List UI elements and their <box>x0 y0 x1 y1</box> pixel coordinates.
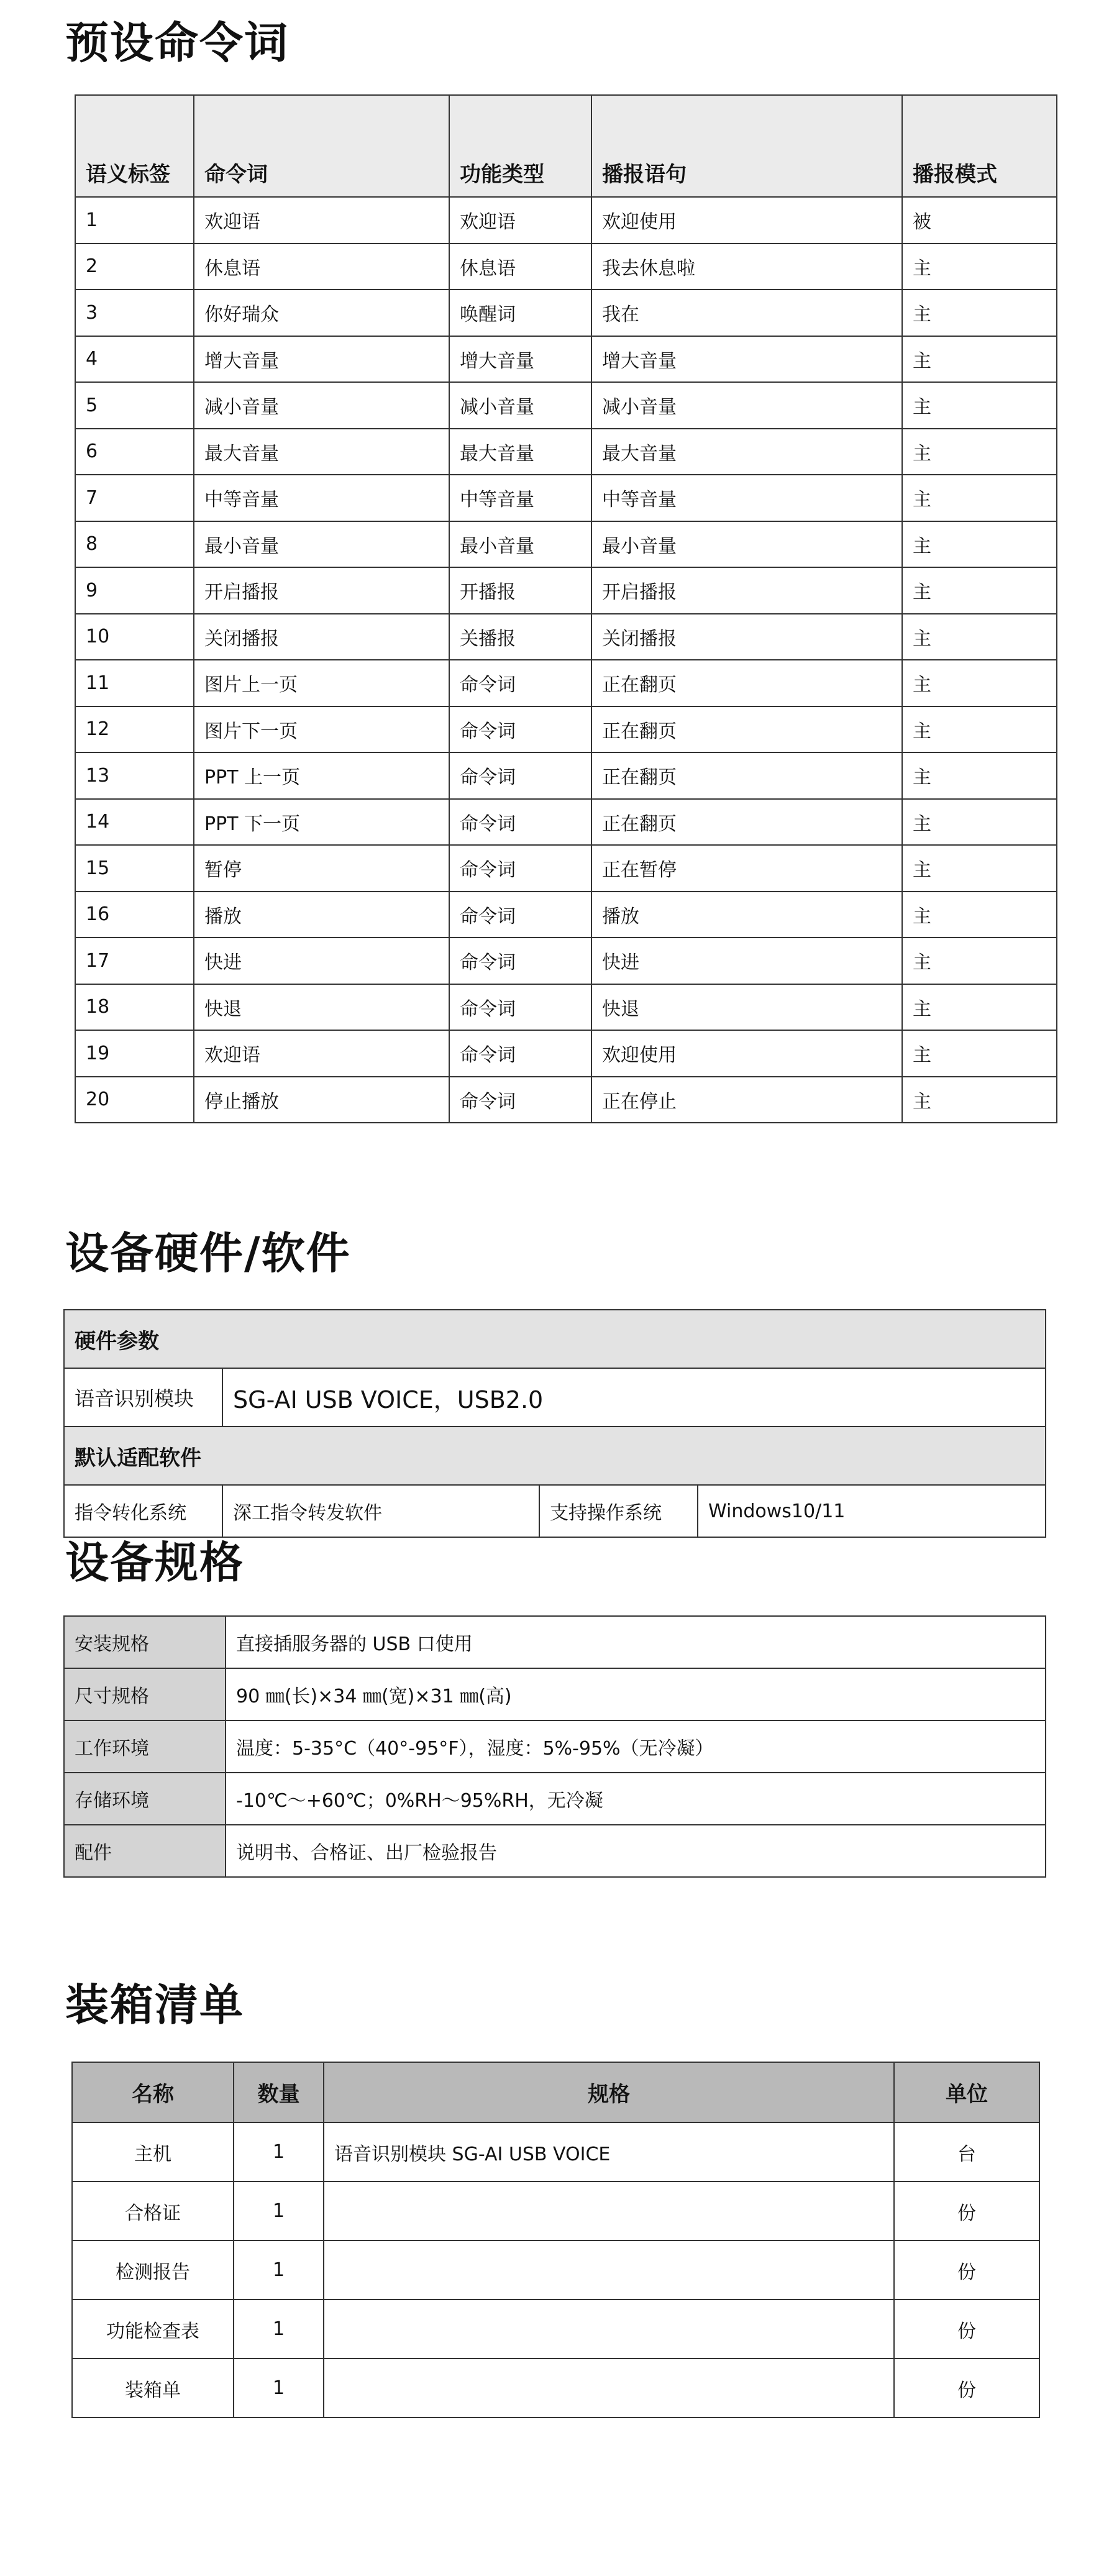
cell-label-id: 5 <box>75 382 194 429</box>
cell-label-id: 3 <box>75 290 194 336</box>
table-row <box>75 336 1057 383</box>
cell-label-id: 18 <box>75 984 194 1031</box>
cell-announcement: 快进 <box>591 938 902 984</box>
table-row <box>75 938 1057 984</box>
hardware-software-table <box>63 1309 1046 1538</box>
cell-mode: 主 <box>902 845 1057 892</box>
spec-value: 90 ㎜(长)×34 ㎜(宽)×31 ㎜(高) <box>226 1668 1046 1720</box>
cell-function-type: 最大音量 <box>449 429 591 475</box>
os-label: 支持操作系统 <box>539 1485 698 1537</box>
cell-command: PPT 下一页 <box>194 799 449 846</box>
table-row <box>64 1825 1046 1877</box>
cell-function-type: 命令词 <box>449 752 591 799</box>
cell-item-name: 主机 <box>72 2122 234 2181</box>
cell-function-type: 休息语 <box>449 244 591 290</box>
cell-mode: 主 <box>902 892 1057 938</box>
spec-value: 说明书、合格证、出厂检验报告 <box>226 1825 1046 1877</box>
cell-function-type: 命令词 <box>449 799 591 846</box>
cell-mode: 主 <box>902 1030 1057 1077</box>
cell-mode: 主 <box>902 244 1057 290</box>
cell-announcement: 快退 <box>591 984 902 1031</box>
table-row <box>75 1077 1057 1123</box>
spec-label: 尺寸规格 <box>64 1668 226 1720</box>
cell-command: 欢迎语 <box>194 1030 449 1077</box>
cell-command: 中等音量 <box>194 475 449 521</box>
packing-list-table <box>71 2062 1040 2418</box>
cell-announcement: 开启播报 <box>591 567 902 614</box>
table-row <box>75 614 1057 660</box>
cell-label-id: 2 <box>75 244 194 290</box>
column-header: 单位 <box>894 2062 1039 2122</box>
column-header: 数量 <box>234 2062 324 2122</box>
cell-unit: 份 <box>894 2300 1039 2359</box>
device-spec-title: 设备规格 <box>65 1537 244 1588</box>
cell-mode: 主 <box>902 475 1057 521</box>
cell-command: 休息语 <box>194 244 449 290</box>
conversion-system-label: 指令转化系统 <box>64 1485 222 1537</box>
cell-spec <box>324 2181 894 2240</box>
table-row <box>72 2181 1039 2240</box>
spec-label: 安装规格 <box>64 1616 226 1668</box>
cell-mode: 主 <box>902 521 1057 568</box>
spec-label: 配件 <box>64 1825 226 1877</box>
spec-value: 温度：5-35°C（40°-95°F），湿度：5%-95%（无冷凝） <box>226 1720 1046 1773</box>
cell-announcement: 增大音量 <box>591 336 902 383</box>
cell-label-id: 7 <box>75 475 194 521</box>
cell-label-id: 17 <box>75 938 194 984</box>
preset-commands-title: 预设命令词 <box>65 17 289 68</box>
table-row <box>75 567 1057 614</box>
cell-function-type: 开播报 <box>449 567 591 614</box>
conversion-system-value: 深工指令转发软件 <box>222 1485 539 1537</box>
spec-value: -10℃～+60℃；0%RH～95%RH，无冷凝 <box>226 1773 1046 1825</box>
cell-command: 你好瑞众 <box>194 290 449 336</box>
cell-command: PPT 上一页 <box>194 752 449 799</box>
cell-function-type: 欢迎语 <box>449 197 591 244</box>
cell-function-type: 命令词 <box>449 938 591 984</box>
table-row <box>75 197 1057 244</box>
column-header: 功能类型 <box>449 95 591 197</box>
cell-function-type: 命令词 <box>449 984 591 1031</box>
table-row <box>72 2122 1039 2181</box>
table-row <box>75 984 1057 1031</box>
cell-command: 图片上一页 <box>194 660 449 706</box>
cell-mode: 主 <box>902 984 1057 1031</box>
cell-function-type: 命令词 <box>449 660 591 706</box>
cell-command: 最大音量 <box>194 429 449 475</box>
cell-announcement: 最大音量 <box>591 429 902 475</box>
cell-command: 欢迎语 <box>194 197 449 244</box>
column-header: 播报语句 <box>591 95 902 197</box>
cell-mode: 主 <box>902 429 1057 475</box>
cell-item-name: 检测报告 <box>72 2240 234 2300</box>
cell-function-type: 最小音量 <box>449 521 591 568</box>
spec-label: 存储环境 <box>64 1773 226 1825</box>
cell-mode: 主 <box>902 614 1057 660</box>
cell-function-type: 关播报 <box>449 614 591 660</box>
cell-function-type: 增大音量 <box>449 336 591 383</box>
cell-command: 快退 <box>194 984 449 1031</box>
cell-function-type: 命令词 <box>449 892 591 938</box>
table-row <box>75 845 1057 892</box>
cell-mode: 主 <box>902 382 1057 429</box>
cell-mode: 主 <box>902 706 1057 753</box>
table-row <box>75 475 1057 521</box>
table-row <box>64 1720 1046 1773</box>
cell-announcement: 关闭播报 <box>591 614 902 660</box>
cell-mode: 主 <box>902 660 1057 706</box>
cell-announcement: 最小音量 <box>591 521 902 568</box>
cell-announcement: 我在 <box>591 290 902 336</box>
device-spec-table <box>63 1615 1046 1878</box>
table-row <box>64 1773 1046 1825</box>
cell-spec <box>324 2300 894 2359</box>
cell-spec: 语音识别模块 SG-AI USB VOICE <box>324 2122 894 2181</box>
cell-command: 开启播报 <box>194 567 449 614</box>
column-header: 播报模式 <box>902 95 1057 197</box>
cell-function-type: 命令词 <box>449 1077 591 1123</box>
cell-command: 播放 <box>194 892 449 938</box>
table-row <box>75 660 1057 706</box>
cell-announcement: 减小音量 <box>591 382 902 429</box>
cell-label-id: 16 <box>75 892 194 938</box>
cell-quantity: 1 <box>234 2300 324 2359</box>
cell-label-id: 13 <box>75 752 194 799</box>
table-header-row <box>75 95 1057 197</box>
cell-mode: 主 <box>902 752 1057 799</box>
cell-label-id: 10 <box>75 614 194 660</box>
table-row <box>75 706 1057 753</box>
cell-quantity: 1 <box>234 2359 324 2418</box>
cell-announcement: 正在暂停 <box>591 845 902 892</box>
cell-command: 关闭播报 <box>194 614 449 660</box>
cell-function-type: 唤醒词 <box>449 290 591 336</box>
cell-command: 快进 <box>194 938 449 984</box>
cell-label-id: 6 <box>75 429 194 475</box>
cell-announcement: 正在翻页 <box>591 660 902 706</box>
cell-mode: 被 <box>902 197 1057 244</box>
cell-announcement: 欢迎使用 <box>591 1030 902 1077</box>
table-row <box>75 290 1057 336</box>
cell-label-id: 15 <box>75 845 194 892</box>
cell-announcement: 正在翻页 <box>591 752 902 799</box>
cell-unit: 份 <box>894 2240 1039 2300</box>
table-header-row <box>72 2062 1039 2122</box>
default-software-header: 默认适配软件 <box>64 1427 1046 1485</box>
cell-label-id: 20 <box>75 1077 194 1123</box>
cell-mode: 主 <box>902 336 1057 383</box>
column-header: 名称 <box>72 2062 234 2122</box>
preset-commands-table <box>75 94 1057 1123</box>
spec-label: 工作环境 <box>64 1720 226 1773</box>
cell-mode: 主 <box>902 567 1057 614</box>
table-row <box>75 244 1057 290</box>
cell-announcement: 我去休息啦 <box>591 244 902 290</box>
cell-function-type: 减小音量 <box>449 382 591 429</box>
table-row <box>72 2359 1039 2418</box>
cell-command: 暂停 <box>194 845 449 892</box>
cell-item-name: 合格证 <box>72 2181 234 2240</box>
column-header: 规格 <box>324 2062 894 2122</box>
cell-spec <box>324 2359 894 2418</box>
cell-function-type: 中等音量 <box>449 475 591 521</box>
cell-command: 停止播放 <box>194 1077 449 1123</box>
table-row <box>72 2300 1039 2359</box>
table-row <box>64 1616 1046 1668</box>
table-row <box>75 1030 1057 1077</box>
table-row <box>75 892 1057 938</box>
table-row <box>75 752 1057 799</box>
table-row <box>75 799 1057 846</box>
cell-label-id: 9 <box>75 567 194 614</box>
module-label: 语音识别模块 <box>64 1368 222 1427</box>
cell-announcement: 播放 <box>591 892 902 938</box>
hardware-software-title: 设备硬件/软件 <box>65 1228 351 1279</box>
cell-label-id: 11 <box>75 660 194 706</box>
cell-quantity: 1 <box>234 2181 324 2240</box>
cell-label-id: 1 <box>75 197 194 244</box>
cell-mode: 主 <box>902 799 1057 846</box>
cell-label-id: 14 <box>75 799 194 846</box>
os-value: Windows10/11 <box>698 1485 1046 1537</box>
cell-item-name: 装箱单 <box>72 2359 234 2418</box>
cell-label-id: 12 <box>75 706 194 753</box>
table-row <box>75 429 1057 475</box>
cell-mode: 主 <box>902 290 1057 336</box>
cell-announcement: 欢迎使用 <box>591 197 902 244</box>
table-row <box>64 1668 1046 1720</box>
cell-announcement: 正在停止 <box>591 1077 902 1123</box>
cell-unit: 台 <box>894 2122 1039 2181</box>
table-row <box>72 2240 1039 2300</box>
cell-function-type: 命令词 <box>449 845 591 892</box>
table-row <box>75 521 1057 568</box>
cell-unit: 份 <box>894 2181 1039 2240</box>
cell-announcement: 正在翻页 <box>591 799 902 846</box>
cell-announcement: 正在翻页 <box>591 706 902 753</box>
cell-label-id: 19 <box>75 1030 194 1077</box>
cell-command: 最小音量 <box>194 521 449 568</box>
cell-quantity: 1 <box>234 2240 324 2300</box>
column-header: 语义标签 <box>75 95 194 197</box>
cell-mode: 主 <box>902 1077 1057 1123</box>
cell-spec <box>324 2240 894 2300</box>
cell-label-id: 4 <box>75 336 194 383</box>
packing-list-title: 装箱清单 <box>65 1980 244 2030</box>
cell-mode: 主 <box>902 938 1057 984</box>
cell-function-type: 命令词 <box>449 1030 591 1077</box>
cell-announcement: 中等音量 <box>591 475 902 521</box>
module-value: SG-AI USB VOICE，USB2.0 <box>222 1368 1046 1427</box>
cell-unit: 份 <box>894 2359 1039 2418</box>
cell-quantity: 1 <box>234 2122 324 2181</box>
cell-item-name: 功能检查表 <box>72 2300 234 2359</box>
cell-command: 减小音量 <box>194 382 449 429</box>
cell-label-id: 8 <box>75 521 194 568</box>
cell-command: 图片下一页 <box>194 706 449 753</box>
cell-command: 增大音量 <box>194 336 449 383</box>
spec-value: 直接插服务器的 USB 口使用 <box>226 1616 1046 1668</box>
table-row <box>75 382 1057 429</box>
cell-function-type: 命令词 <box>449 706 591 753</box>
column-header: 命令词 <box>194 95 449 197</box>
hardware-params-header: 硬件参数 <box>64 1310 1046 1368</box>
